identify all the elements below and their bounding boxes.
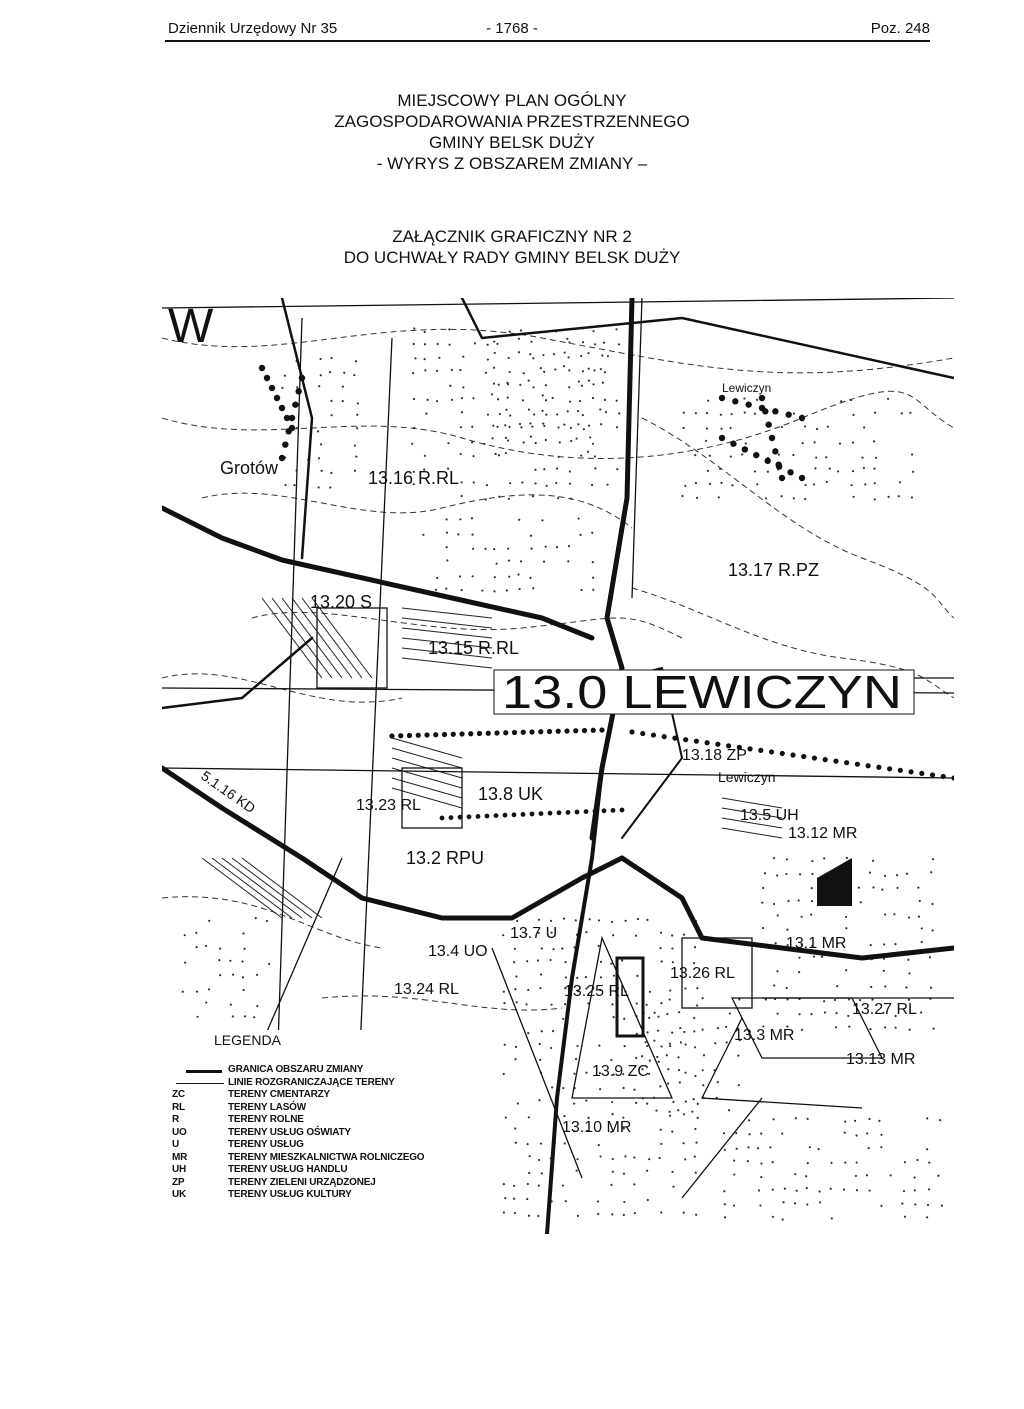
legend-label: TERENY USŁUG KULTURY: [228, 1189, 352, 1200]
legend-label: LINIE ROZGRANICZAJĄCE TERENY: [228, 1076, 395, 1088]
locality-main-label: 13.0 LEWICZYN: [502, 666, 902, 718]
legend-label: TERENY ROLNE: [228, 1114, 304, 1125]
zone-label: 13.16 R.RL: [368, 468, 460, 488]
legend-code: MR: [172, 1151, 188, 1163]
zone-label: 13.24 RL: [394, 981, 459, 998]
legend-item: [166, 1164, 496, 1177]
legend-code: UO: [172, 1126, 187, 1138]
title-line-3: GMINY BELSK DUŻY: [429, 133, 595, 152]
zoning-map: [162, 298, 954, 1234]
zone-label: 13.9 ZC: [592, 1063, 649, 1080]
legend-label: TERENY MIESZKALNICTWA ROLNICZEGO: [228, 1151, 425, 1163]
zone-label: 13.5 UH: [740, 807, 799, 824]
document-subtitle: [0, 226, 1024, 268]
legend-label: TERENY LASÓW: [228, 1101, 306, 1113]
zone-label: 13.13 MR: [846, 1051, 916, 1068]
page-number: - 1768 -: [486, 20, 538, 37]
zone-label: 13.2 RPU: [406, 848, 485, 868]
corner-letter: W: [168, 300, 214, 353]
journal-title: Dziennik Urzędowy Nr 35: [168, 20, 338, 37]
legend-item: [166, 1089, 496, 1102]
legend-code: R: [172, 1114, 180, 1125]
zone-label: 13.25 RL: [564, 983, 629, 1000]
zone-label: 13.3 MR: [734, 1027, 795, 1044]
legend-code: ZP: [172, 1176, 185, 1188]
subtitle-line-1: ZAŁĄCZNIK GRAFICZNY NR 2: [392, 227, 632, 246]
division-line-symbol: [176, 1083, 224, 1084]
title-line-1: MIEJSCOWY PLAN OGÓLNY: [397, 91, 627, 110]
legend-title: LEGENDA: [214, 1032, 281, 1048]
legend-item: [166, 1127, 496, 1140]
header-rule: [165, 40, 930, 42]
legend-code: U: [172, 1139, 180, 1150]
legend-item: [166, 1177, 496, 1190]
zone-label: 13.10 MR: [562, 1119, 632, 1136]
zone-label: 13.18 ZP: [682, 747, 747, 764]
title-line-2: ZAGOSPODAROWANIA PRZESTRZENNEGO: [334, 112, 690, 131]
page-header: [0, 0, 1024, 44]
legend-item: [166, 1064, 496, 1077]
legend-label: TERENY CMENTARZY: [228, 1089, 330, 1100]
place-lewiczyn-mid: Lewiczyn: [718, 769, 776, 785]
legend-item: [166, 1077, 496, 1090]
legend-code: UH: [172, 1164, 187, 1175]
zone-label: 5.1.16 KD: [198, 767, 259, 817]
legend-item: [166, 1114, 496, 1127]
zone-label: 13.20 S: [310, 592, 373, 612]
legend-code: UK: [172, 1189, 187, 1200]
legend-code: ZC: [172, 1089, 185, 1100]
zone-label: 13.1 MR: [786, 935, 847, 952]
title-line-4: - WYRYS Z OBSZAREM ZMIANY –: [376, 154, 648, 173]
boundary-line-symbol: [186, 1070, 222, 1073]
legend-item: [166, 1189, 496, 1202]
legend-label: TERENY ZIELENI URZĄDZONEJ: [228, 1176, 376, 1188]
zone-label: 13.17 R.PZ: [728, 560, 820, 580]
zone-label: 13.8 UK: [478, 784, 544, 804]
zone-label: 13.12 MR: [788, 825, 858, 842]
zone-label: 13.27 RL: [852, 1001, 917, 1018]
legend-item: [166, 1139, 496, 1152]
place-lewiczyn-top: Lewiczyn: [722, 381, 772, 395]
legend-item: [166, 1102, 496, 1115]
document-title: [0, 90, 1024, 174]
zone-label: 13.4 UO: [428, 943, 488, 960]
position-number: Poz. 248: [870, 20, 930, 37]
legend-label: TERENY USŁUG HANDLU: [228, 1164, 348, 1175]
map-legend: [166, 1030, 496, 1230]
zone-label: 13.23 RL: [356, 797, 421, 814]
place-grotow: Grotów: [220, 458, 279, 478]
zone-label: 13.15 R.RL: [428, 638, 520, 658]
legend-label: GRANICA OBSZARU ZMIANY: [228, 1064, 364, 1075]
zone-label: 13.26 RL: [670, 965, 735, 982]
legend-code: RL: [172, 1101, 185, 1113]
zone-label: 13.7 U: [510, 925, 558, 942]
subtitle-line-2: DO UCHWAŁY RADY GMINY BELSK DUŻY: [343, 248, 681, 267]
legend-label: TERENY USŁUG OŚWIATY: [228, 1126, 351, 1138]
legend-label: TERENY USŁUG: [228, 1139, 304, 1150]
legend-item: [166, 1152, 496, 1165]
